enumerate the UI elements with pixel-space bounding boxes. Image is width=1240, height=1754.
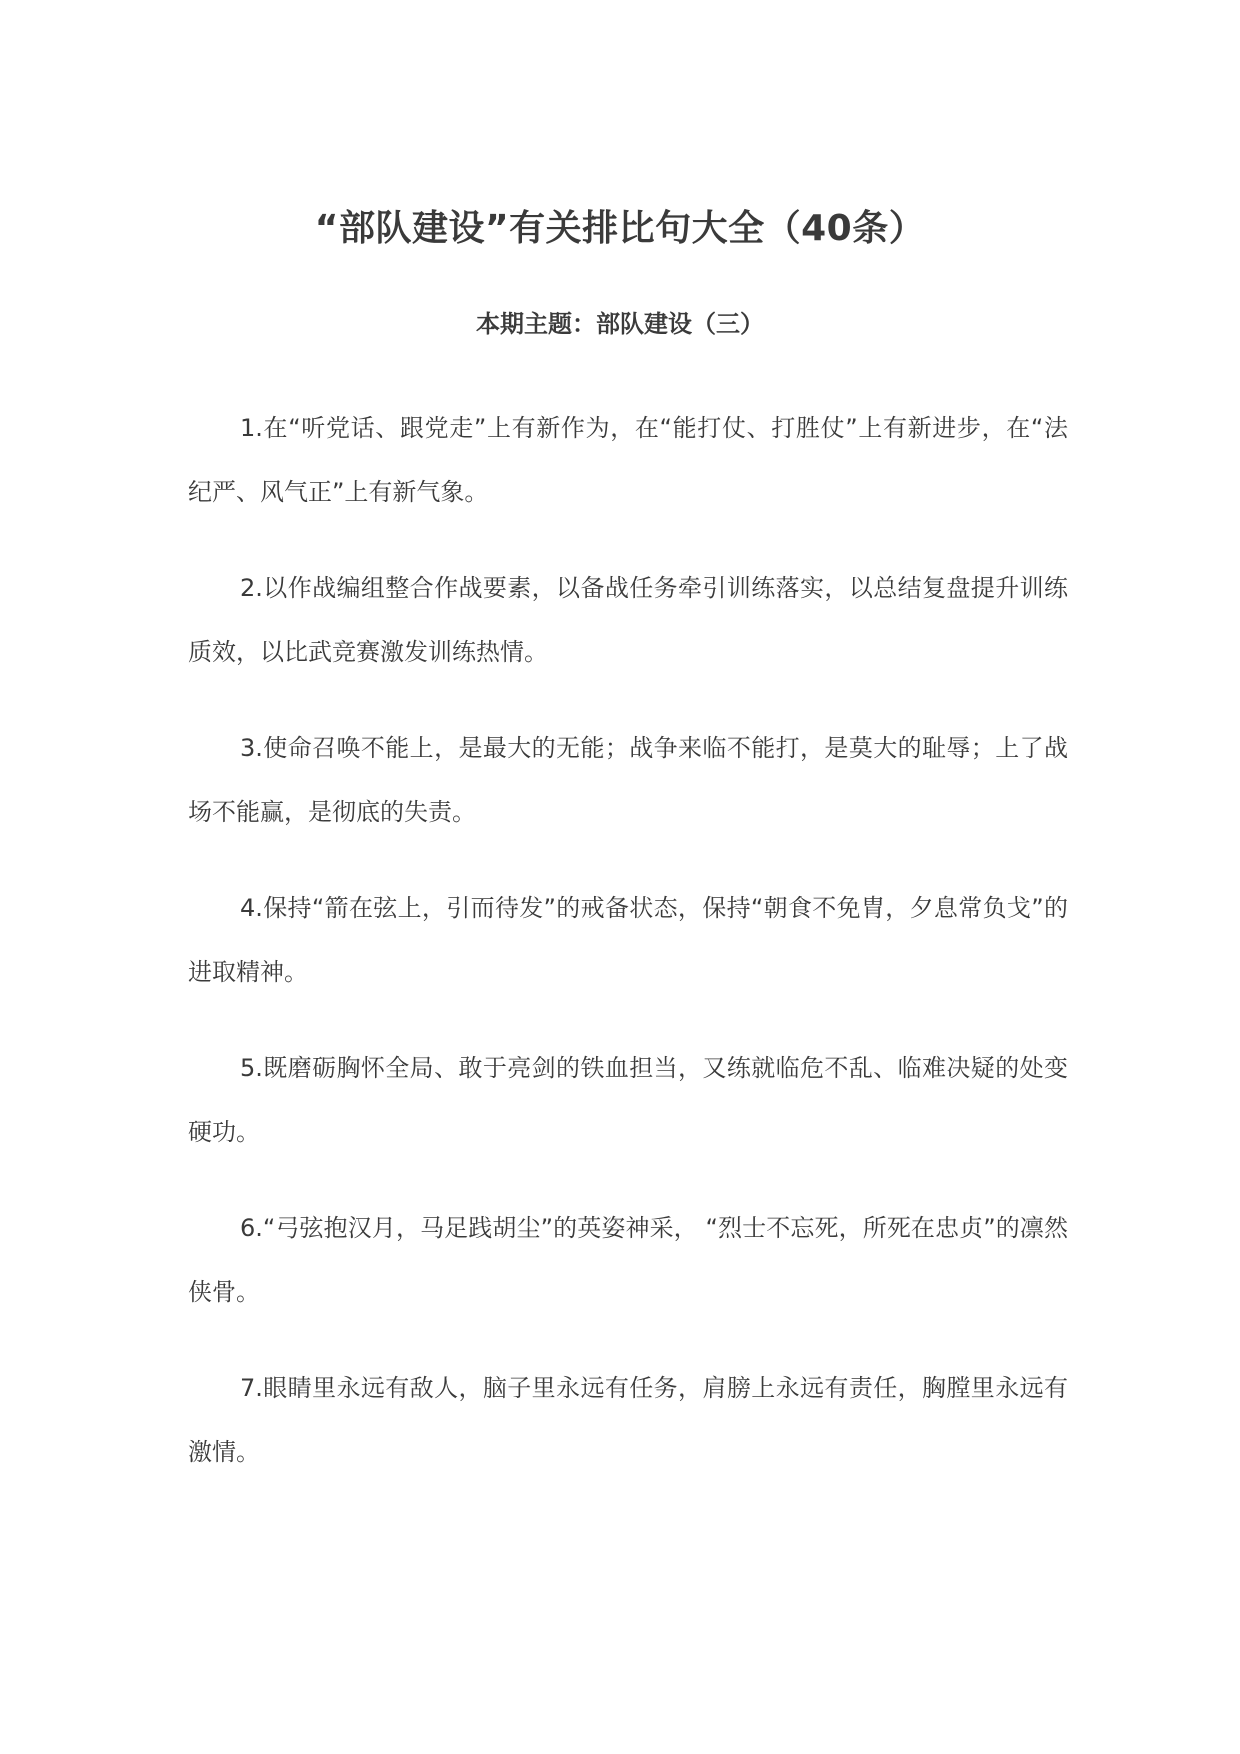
paragraph: 7.眼睛里永远有敌人，脑子里永远有任务，肩膀上永远有责任，胸膛里永远有激情。 (188, 1374, 1068, 1466)
paragraph: 2.以作战编组整合作战要素，以备战任务牵引训练落实，以总结复盘提升训练质效，以比武竞赛激发训练热情。 (188, 574, 1068, 666)
paragraph: 6.“弓弦抱汉月，马足践胡尘”的英姿神采， “烈士不忘死，所死在忠贞”的凛然侠骨。 (188, 1214, 1068, 1306)
paragraph: 1.在“听党话、跟党走”上有新作为，在“能打仗、打胜仗”上有新进步，在“法纪严、风气正”上有新气象。 (188, 414, 1068, 506)
paragraph: 5.既磨砺胸怀全局、敢于亮剑的铁血担当，又练就临危不乱、临难决疑的处变硬功。 (188, 1054, 1068, 1146)
paragraph: 4.保持“箭在弦上，引而待发”的戒备状态，保持“朝食不免胄，夕息常负戈”的进取精神。 (188, 894, 1068, 986)
document-subtitle: 本期主题：部队建设（三） (476, 310, 764, 338)
document-title: “部队建设”有关排比句大全（40条） (314, 208, 926, 249)
document-body (188, 396, 1068, 1516)
paragraph: 3.使命召唤不能上，是最大的无能；战争来临不能打，是莫大的耻辱；上了战场不能赢，是彻底的失责。 (188, 734, 1068, 826)
